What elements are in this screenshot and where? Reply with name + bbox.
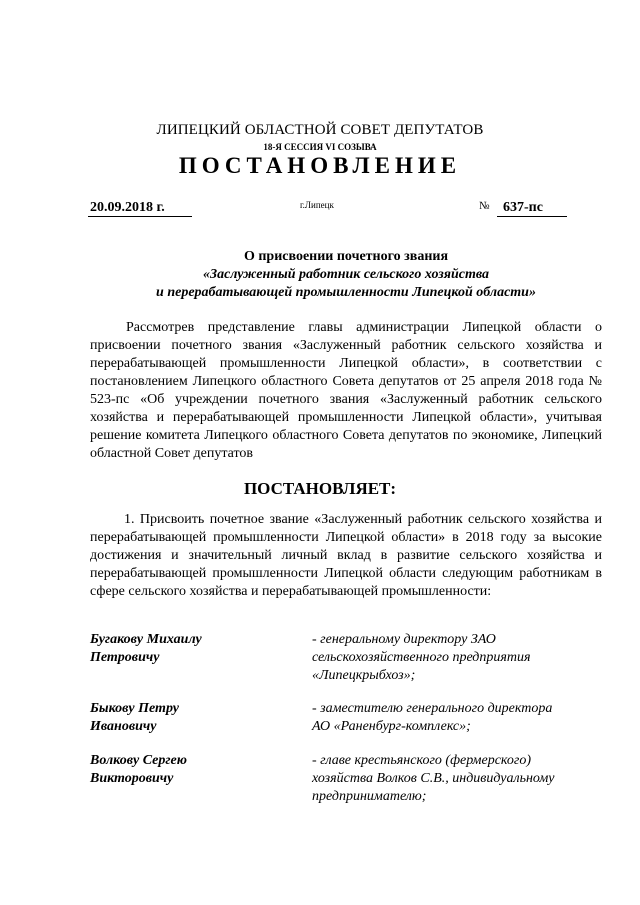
number-sign: № [479, 200, 490, 212]
awardee-name-line: Волкову Сергею [90, 753, 187, 768]
document-number: 637-пс [497, 200, 567, 217]
document-type: ПОСТАНОВЛЕНИЕ [178, 153, 462, 178]
awardee-position [312, 631, 602, 685]
awardee-position-line: хозяйства Волков С.В., индивидуальному [312, 771, 555, 786]
awardee-position-line: - заместителю генерального директора [312, 701, 553, 716]
awardee-name [90, 752, 290, 788]
awardee-name-line: Ивановичу [90, 719, 157, 734]
item-1-paragraph: 1. Присвоить почетное звание «Заслуженный работник сельского хозяйства и перерабатывающей промышленности Липецкой области» в 2018 году за высокие достижения и значительный личный вклад в развитие сельского хозяйства и перерабатывающей промышленности Липецкой области следующим работникам в сфере сельского хозяйства и перерабатывающей промышленности: [90, 512, 602, 599]
awardee-name-line: Викторовичу [90, 771, 174, 786]
awardee-name-line: Бугакову Михаилу [90, 632, 202, 647]
document-date: 20.09.2018 г. [88, 200, 192, 217]
awardee-position-line: - главе крестьянского (фермерского) [312, 753, 532, 768]
awardee-name [90, 700, 290, 736]
session-label: 18-Я СЕССИЯ VI СОЗЫВА [263, 142, 377, 152]
resolves-heading: ПОСТАНОВЛЯЕТ: [243, 479, 397, 498]
title-line-2: «Заслуженный работник сельского хозяйства [202, 267, 490, 282]
awardee-position-line: предпринимателю; [312, 789, 427, 804]
awardee-position-line: сельскохозяйственного предприятия [312, 650, 531, 665]
awardee-position [312, 700, 602, 736]
title-line-1: О присвоении почетного звания [243, 249, 449, 264]
awardee-position-line: АО «Раненбург-комплекс»; [312, 719, 471, 734]
awardee-name [90, 631, 290, 667]
intro-paragraph: Рассмотрев представление главы администрации Липецкой области о присвоении почетного звания «Заслуженный работник сельского хозяйства и перерабатывающей промышленности Липецкой области», в соответствии с постановлением Липецкого областного Совета депутатов от 25 апреля 2018 года № 523-пс «Об учреждении почетного звания «Заслуженный работник сельского хозяйства и перерабатывающей промышленности Липецкой области», учитывая решение комитета Липецкого областного Совета депутатов по экономике, Липецкий областной Совет депутатов [90, 320, 602, 461]
title-line-3: и перерабатывающей промышленности Липецкой области» [156, 285, 536, 300]
awardee-position-line: «Липецкрыбхоз»; [312, 668, 416, 683]
document-title [90, 248, 602, 302]
council-name: ЛИПЕЦКИЙ ОБЛАСТНОЙ СОВЕТ ДЕПУТАТОВ [156, 122, 484, 138]
awardee-position-line: - генеральному директору ЗАО [312, 632, 496, 647]
awardee-name-line: Быкову Петру [90, 701, 179, 716]
document-city: г.Липецк [300, 200, 334, 210]
awardee-name-line: Петровичу [90, 650, 160, 665]
awardee-position [312, 752, 602, 806]
